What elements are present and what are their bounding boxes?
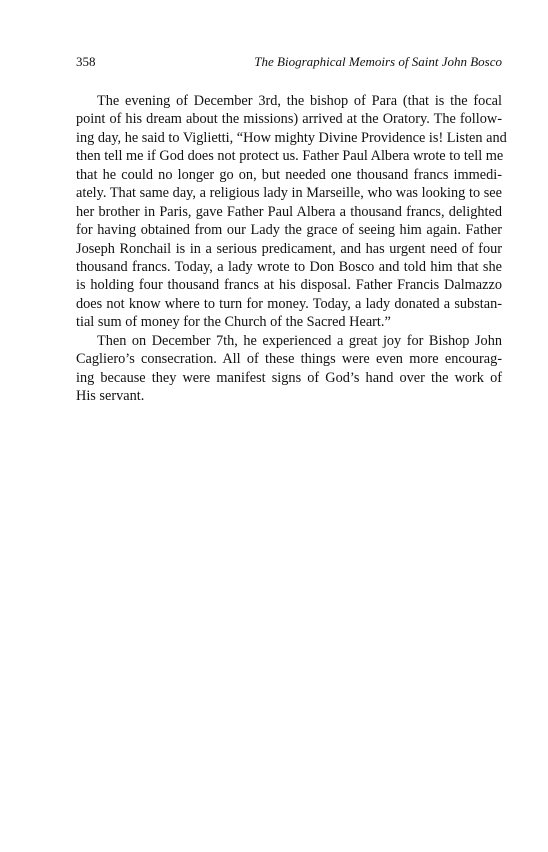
paragraph-consecration <box>76 332 502 406</box>
text-line: does not know where to turn for money. Today, a lady donated a substan- <box>76 295 502 312</box>
text-line: point of his dream about the missions) arrived at the Oratory. The follow- <box>76 111 502 128</box>
text-line: thousand francs. Today, a lady wrote to Don Bosco and told him that she <box>76 258 502 275</box>
text-line: is holding four thousand francs at his disposal. Father Francis Dalmazzo <box>76 277 502 294</box>
text-line: that he could no longer go on, but needed one thousand francs immedi- <box>76 166 502 183</box>
text-line: Then on December 7th, he experienced a great joy for Bishop John <box>97 332 502 349</box>
text-line: Cagliero’s consecration. All of these things were even more encourag- <box>76 351 502 368</box>
text-line: His servant. <box>76 388 145 404</box>
text-line: ing day, he said to Viglietti, “How mighty Divine Providence is! Listen and <box>76 129 507 146</box>
text-line: ing because they were manifest signs of God’s hand over the work of <box>76 369 502 386</box>
book-title: The Biographical Memoirs of Saint John Bosco <box>254 54 502 69</box>
text-line: The evening of December 3rd, the bishop of Para (that is the focal <box>97 93 502 109</box>
text-line: tial sum of money for the Church of the Sacred Heart.” <box>76 314 391 331</box>
body-text <box>76 92 507 405</box>
text-line: her brother in Paris, gave Father Paul Albera a thousand francs, delighted <box>76 203 502 220</box>
text-line: then tell me if God does not protect us. Father Paul Albera wrote to tell me <box>76 148 504 165</box>
running-head <box>76 53 502 71</box>
page-number: 358 <box>76 54 96 69</box>
text-line: ately. That same day, a religious lady in Marseille, who was looking to see <box>76 185 502 202</box>
paragraph-providence <box>76 92 507 332</box>
text-line: for having obtained from our Lady the grace of seeing him again. Father <box>76 222 502 239</box>
text-line: Joseph Ronchail is in a serious predicament, and has urgent need of four <box>76 240 502 257</box>
